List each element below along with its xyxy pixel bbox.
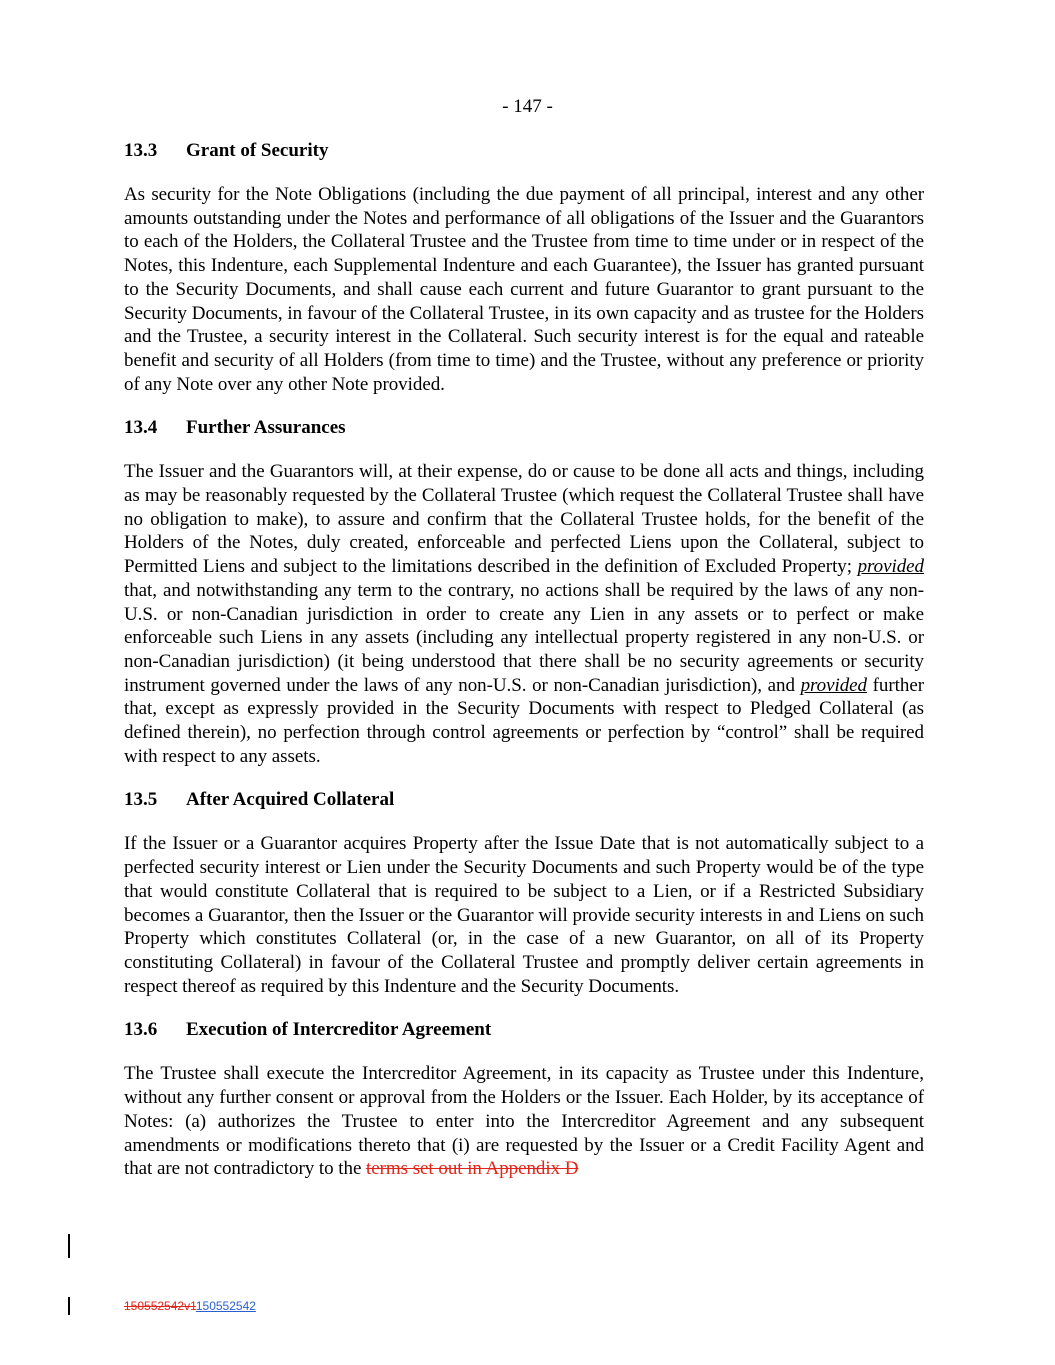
- emphasis-provided: provided: [800, 674, 868, 696]
- section-paragraph-13-4: [124, 460, 924, 768]
- section-paragraph-13-6: [124, 1062, 924, 1181]
- section-title: After Acquired Collateral: [186, 789, 395, 811]
- deleted-doc-id: 150552542v1: [124, 1299, 196, 1313]
- section-paragraph-13-3: As security for the Note Obligations (including the due payment of all principal, interest and any other amounts outstanding under the Notes and performance of all obligations of the Issuer and the Guarantors to each of the Holders, the Collateral Trustee and the Trustee from time to time under or in respect of the Notes, this Indenture, each Supplemental Indenture and each Guarantee), the Issuer has granted pursuant to the Security Documents, and shall cause each current and future Guarantor to grant pursuant to the Security Documents, in favour of the Collateral Trustee, in its own capacity and as trustee for the Holders and the Trustee, a security interest in the Collateral. Such security interest is for the equal and rateable benefit and security of all Holders (from time to time) and the Trustee, without any preference or priority of any Note over any other Note provided.: [124, 184, 924, 395]
- change-bar: [68, 1234, 70, 1258]
- section-heading-13-5: [124, 788, 924, 812]
- paragraph-text: The Issuer and the Guarantors will, at their expense, do or cause to be done all acts and things, including as may be reasonably requested by the Collateral Trustee (which request the Collateral Trustee shall have no obligation to make), to assure and confirm that the Collateral Trustee holds, for the benefit of the Holders of the Notes, duly created, enforceable and perfected Liens upon the Collateral, subject to Permitted Liens and subject to the limitations described in the definition of Excluded Property;: [124, 461, 924, 578]
- section-heading-13-3: [124, 139, 924, 163]
- paragraph-text: further that, except as expressly provided in the Security Documents with respect to Pledged Collateral (as defined therein), no perfection through control agreements or perfection by “control” shall be required with respect to any assets.: [124, 674, 924, 767]
- document-id-footer: [124, 1299, 256, 1313]
- page-number: - 147 -: [502, 96, 553, 117]
- section-title: Further Assurances: [186, 417, 346, 439]
- section-title: Execution of Intercreditor Agreement: [186, 1019, 492, 1041]
- section-title: Grant of Security: [186, 140, 329, 161]
- document-body: [124, 139, 924, 1181]
- tracked-deletion: terms set out in Appendix D: [366, 1158, 579, 1180]
- inserted-doc-id: 150552542: [195, 1299, 256, 1313]
- paragraph-text: The Trustee shall execute the Intercreditor Agreement, in its capacity as Trustee under this Indenture, without any further consent or approval from the Holders or the Issuer. Each Holder, by its acceptance of Notes: (a) authorizes the Trustee to enter into the Intercreditor Agreement and any subsequent amendments or modifications thereto that (i) are requested by the Issuer or a Credit Facility Agent and that are not contradictory to the: [124, 1063, 924, 1180]
- section-number: 13.6: [124, 1019, 158, 1041]
- paragraph-text: that, and notwithstanding any term to the contrary, no actions shall be required by the laws of any non-U.S. or non-Canadian jurisdiction in order to create any Lien in any assets or to perfect or make enforceable such Liens in any assets (including any intellectual property registered in any non-U.S. or non-Canadian jurisdiction) (it being understood that there shall be no security agreements or security instrument governed under the laws of any non-U.S. or non-Canadian jurisdiction), and: [124, 579, 924, 696]
- change-bar: [68, 1297, 70, 1315]
- section-number: 13.4: [124, 417, 158, 439]
- section-heading-13-4: [124, 416, 924, 440]
- section-number: 13.3: [124, 140, 158, 161]
- section-heading-13-6: [124, 1018, 924, 1042]
- section-paragraph-13-5: If the Issuer or a Guarantor acquires Property after the Issue Date that is not automatically subject to a perfected security interest or Lien under the Security Documents and such Property would be of the type that would constitute Collateral that is required to be subject to a Lien, or if a Restricted Subsidiary becomes a Guarantor, then the Issuer or the Guarantor will provide security interests in and Liens on such Property which constitutes Collateral (or, in the case of a new Guarantor, on all of its Property constituting Collateral) in favour of the Collateral Trustee and promptly deliver certain agreements in respect thereof as required by this Indenture and the Security Documents.: [124, 833, 924, 997]
- section-number: 13.5: [124, 789, 158, 811]
- emphasis-provided: provided: [857, 556, 924, 578]
